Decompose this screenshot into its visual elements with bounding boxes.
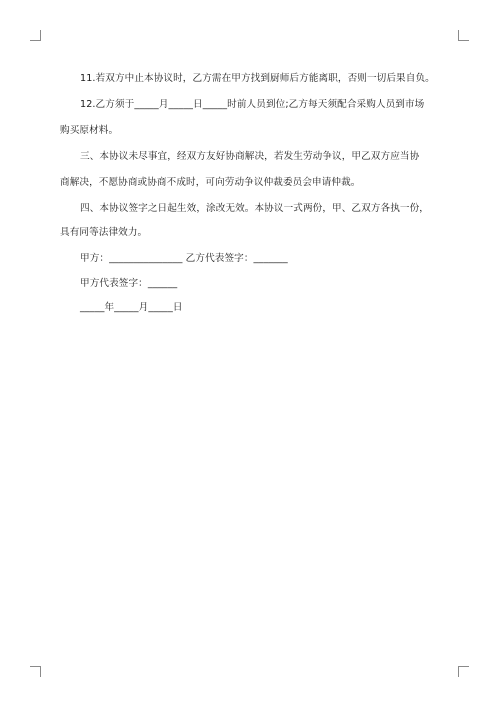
clause-12-continuation: 购买原材料。 xyxy=(60,125,119,136)
section-4-text: 四、本协议签字之日起生效，涂改无效。本协议一式两份，甲、乙双方各执一份， xyxy=(80,203,429,214)
signature-date-line: _____年_____月_____日 xyxy=(80,302,183,313)
page-corner-mark-bottom-left xyxy=(30,666,41,677)
section-3-continuation: 商解决，不愿协商或协商不成时，可向劳动争议仲裁委员会申请仲裁。 xyxy=(60,177,361,188)
signature-party-a-rep-line: 甲方代表签字：______ xyxy=(80,278,178,289)
signature-party-a-line: 甲方：_______________ 乙方代表签字：_______ xyxy=(80,253,288,264)
page-corner-mark-bottom-right xyxy=(458,666,469,677)
page-corner-mark-top-left xyxy=(30,30,41,41)
section-3-text: 三、本协议未尽事宜，经双方友好协商解决，若发生劳动争议，甲乙双方应当协 xyxy=(80,151,420,162)
clause-11-text: 11.若双方中止本协议时，乙方需在甲方找到厨师后方能离职，否则一切后果自负。 xyxy=(80,73,435,84)
page-corner-mark-top-right xyxy=(458,30,469,41)
clause-12-text: 12.乙方须于_____月_____日_____时前人员到位;乙方每天须配合采购人员到市场 xyxy=(80,99,425,110)
section-4-continuation: 具有同等法律效力。 xyxy=(60,227,148,238)
